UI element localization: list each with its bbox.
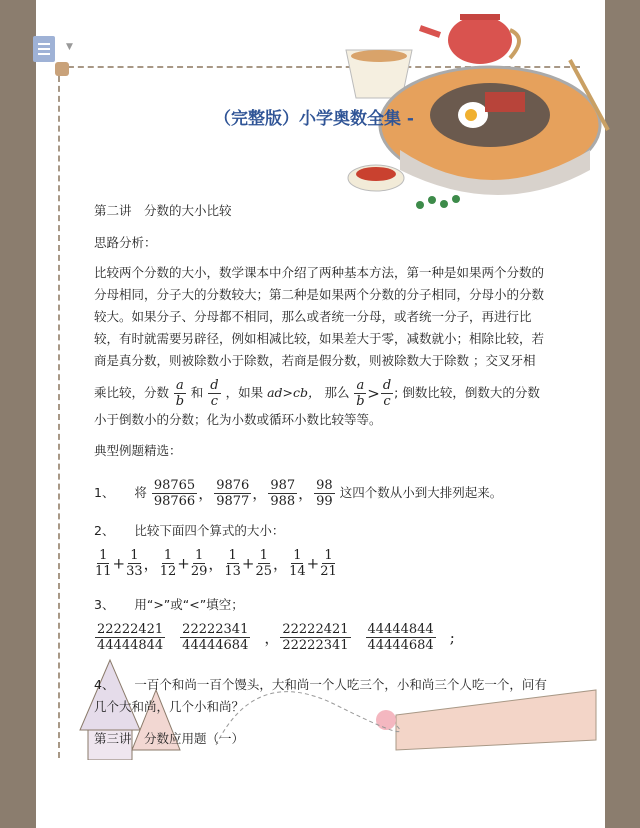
fraction [191, 548, 208, 579]
text: ”或“ [163, 597, 190, 612]
separator: ， [264, 629, 280, 647]
numerator: 22222421 [282, 622, 349, 637]
analysis-heading: 思路分析： [94, 235, 157, 250]
denominator: 12 [159, 564, 177, 579]
denominator: 21 [320, 564, 337, 579]
numerator: 1 [293, 548, 302, 563]
paragraph-line: 小于倒数小的分数；化为小数或循环小数比较等等。 [94, 412, 382, 427]
numerator: 1 [228, 548, 237, 563]
condition-formula: ad>cb， [267, 385, 321, 400]
text: ; [394, 385, 399, 400]
text: 乘比较，分数 [94, 385, 170, 400]
greater-than: > [153, 597, 164, 612]
analysis-paragraph [94, 262, 546, 431]
greater-than: > [367, 384, 380, 403]
fraction-d-c [381, 378, 393, 409]
numerator: a [356, 378, 365, 393]
numerator: 1 [194, 548, 204, 563]
fraction [280, 622, 350, 653]
paragraph-line: 较大。如果分子、分母都不相同，那么或者统一分母，或者统一分子，再进行比 [94, 309, 532, 324]
denominator: 98766 [153, 494, 196, 509]
fraction [160, 548, 177, 579]
frame-corner [55, 62, 69, 76]
fraction [95, 548, 112, 579]
denominator: 22222341 [282, 638, 349, 653]
fraction [366, 622, 436, 653]
text: 用“ [134, 597, 154, 612]
paragraph-line: 较，有时就需要另辟径，例如相减比较，如果差大于零，减数就小；相除比较，若 [94, 331, 545, 346]
numerator: 9876 [216, 478, 250, 493]
ribbon-icon [376, 690, 596, 750]
denominator: 99 [316, 494, 333, 509]
plus-sign: + [241, 554, 255, 573]
denominator: b [356, 394, 365, 409]
denominator: 988 [270, 494, 296, 509]
denominator: 29 [190, 564, 208, 579]
paragraph-line: 比较两个分数的大小，数学课本中介绍了两种基本方法，第一种是如果两个分数的 [94, 265, 545, 280]
document-icon[interactable] [33, 36, 55, 62]
text: 一百个和尚一百个馒头，大和尚一个人吃三个，小和尚三个人吃一个，问有 [134, 677, 547, 692]
fraction [256, 548, 273, 579]
noodle-bowl-icon [380, 67, 600, 195]
question-2 [94, 520, 284, 542]
q3-fractions [94, 622, 455, 653]
semicolon: ; [449, 628, 455, 647]
lecture-heading: 第二讲 分数的大小比较 [94, 203, 232, 218]
fraction [126, 548, 143, 579]
separator: ， [252, 484, 268, 503]
examples-heading: 典型例题精选： [94, 443, 182, 458]
numerator: 987 [270, 478, 296, 493]
numerator: 98765 [153, 478, 196, 493]
numerator: 1 [324, 548, 333, 563]
teapot-icon [420, 14, 519, 64]
separator: ， [143, 555, 159, 573]
question-4-line-2: 几个大和尚，几个小和尚？ [94, 699, 245, 714]
question-3 [94, 594, 244, 616]
denominator: c [383, 394, 391, 409]
fraction-a-b [174, 378, 186, 409]
text: 倒数比较，倒数大的分数 [402, 385, 540, 400]
denominator: b [175, 394, 185, 409]
denominator: 14 [289, 564, 306, 579]
numerator: 22222421 [97, 622, 164, 637]
numerator: 44444844 [367, 622, 434, 637]
text: ”填空； [199, 597, 244, 612]
sauce-dish-icon [348, 165, 404, 191]
numerator: 98 [316, 478, 333, 493]
denominator: 9877 [216, 494, 250, 509]
text: ，如果 [225, 385, 264, 400]
numerator: 1 [130, 548, 139, 563]
separator: ， [198, 484, 214, 503]
denominator: 25 [255, 564, 273, 579]
plus-sign: + [306, 554, 320, 573]
denominator: 11 [95, 564, 112, 579]
denominator: 33 [126, 564, 143, 579]
question-number: 4、 [94, 677, 115, 692]
text: 将 [134, 485, 147, 500]
denominator: 44444684 [182, 638, 249, 653]
separator: ， [208, 555, 224, 573]
denominator: 44444844 [97, 638, 164, 653]
question-number: 2、 [94, 523, 115, 538]
text: 这四个数从小到大排列起来。 [339, 485, 503, 500]
question-1 [94, 478, 502, 509]
denominator: 44444684 [367, 638, 434, 653]
numerator: d [210, 378, 219, 393]
numerator: 1 [99, 548, 108, 563]
fraction [95, 622, 165, 653]
paragraph-line: 分母相同，分子大的分数较大；第二种是如果两个分数的分子相同，分母小的分数 [94, 287, 545, 302]
numerator: 1 [259, 548, 268, 563]
plus-sign: + [177, 554, 190, 573]
numerator: 22222341 [182, 622, 249, 637]
fraction [268, 478, 297, 509]
less-than: < [189, 597, 200, 612]
text: 和 [190, 385, 204, 400]
fraction [214, 478, 251, 509]
question-number: 1、 [94, 485, 115, 500]
q1-fractions [151, 478, 336, 509]
paragraph-line: 商是真分数，则被除数小于除数，若商是假分数，则被除数大于除数 ；交叉牙相 [94, 353, 536, 368]
fraction-d-c [208, 378, 220, 409]
fraction [314, 478, 335, 509]
fraction [152, 478, 197, 509]
denominator: c [210, 394, 219, 409]
fraction [289, 548, 306, 579]
fraction-a-b [354, 378, 366, 409]
text: 比较下面四个算式的大小： [134, 523, 285, 538]
lecture-3-heading: 第三讲 分数应用题（一） [94, 731, 245, 746]
fraction [180, 622, 250, 653]
text: 那么 [324, 385, 350, 400]
plus-sign: + [112, 554, 126, 573]
document-title: （完整版）小学奥数全集 - [214, 109, 414, 129]
dropdown-arrow-icon[interactable]: ▼ [66, 42, 73, 52]
numerator: d [382, 378, 392, 393]
separator: ， [273, 555, 289, 573]
numerator: a [176, 378, 184, 393]
denominator: 13 [224, 564, 241, 579]
leaves-icon [416, 195, 460, 209]
fraction [224, 548, 241, 579]
numerator: 1 [163, 548, 173, 563]
question-number: 3、 [94, 597, 115, 612]
separator: ， [298, 484, 314, 503]
q2-expressions [94, 548, 338, 579]
fraction [320, 548, 337, 579]
cross-multiply-line [94, 378, 546, 409]
question-4 [94, 674, 547, 696]
